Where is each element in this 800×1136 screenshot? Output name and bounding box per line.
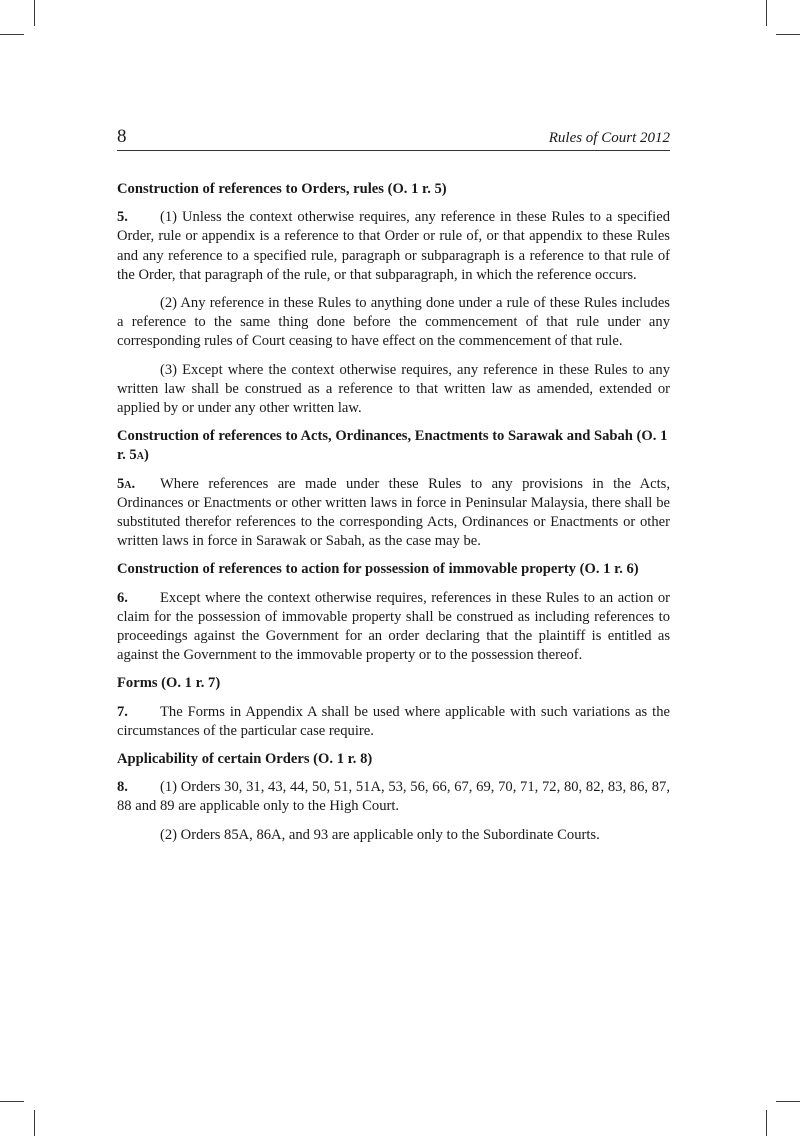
paragraph-text: Where references are made under these Rules to any provisions in the Acts, Ordinances or Enactments or other written laws in force in Peninsular Malaysia, there shall be substituted therefor references to the corresponding Acts, Ordinances or Enactments or other written laws in force in Sarawak or Sabah, as the case may be. xyxy=(117,475,670,550)
rule-subparagraph: (2) Orders 85A, 86A, and 93 are applicable only to the Subordinate Courts. xyxy=(160,826,600,843)
running-head: Rules of Court 2012 xyxy=(548,130,670,146)
page-number: 8 xyxy=(117,126,127,147)
crop-mark-bottom-right xyxy=(766,1110,767,1136)
paragraph-text: Except where the context otherwise requires, references in these Rules to an action or claim for the possession of immovable property shall be construed as including references to proceedings against the Government for an order declaring that the plaintiff is entitled as against the Government to the immovable property or to the possession thereof. xyxy=(117,589,670,664)
rule-number-digit: 5 xyxy=(117,475,125,492)
paragraph-text: (1) Unless the context otherwise requires, any reference in these Rules to a specified Order, rule or appendix is a reference to that Order or rule of, or that appendix to these Rules and any reference to a specified rule, paragraph or subparagraph is a reference to that rule of the Order, that paragraph of the rule, or that subparagraph, in which the reference occurs. xyxy=(117,209,670,283)
crop-mark-top-left xyxy=(0,34,24,35)
rule-subparagraph: (3) Except where the context otherwise requires, any reference in these Rules to any written law shall be construed as a reference to that written law as amended, extended or applied by or under any other written law. xyxy=(117,361,670,417)
page-header xyxy=(117,128,670,151)
document-body xyxy=(117,180,670,854)
crop-mark-bottom-right xyxy=(776,1101,800,1102)
rule-paragraph xyxy=(117,589,670,666)
heading-text-smallcaps: a xyxy=(136,447,144,464)
paragraph-text: The Forms in Appendix A shall be used where applicable with such variations as the circumstances of the particular case require. xyxy=(117,703,670,739)
rule-paragraph xyxy=(117,208,670,285)
rule-number: 8. xyxy=(117,779,128,796)
rule-paragraph xyxy=(117,703,670,741)
rule-number: 7. xyxy=(117,703,128,720)
crop-mark-bottom-left xyxy=(34,1110,35,1136)
paragraph-text: (1) Orders 30, 31, 43, 44, 50, 51, 51A, 53, 56, 66, 67, 69, 70, 71, 72, 80, 82, 83, 86, 87, 88 and 89 are applicable only to the High Court. xyxy=(117,779,670,815)
crop-mark-top-right xyxy=(776,34,800,35)
heading-text-end: ) xyxy=(143,447,149,464)
crop-mark-top-right xyxy=(766,0,767,26)
crop-mark-top-left xyxy=(34,0,35,26)
crop-mark-bottom-left xyxy=(0,1101,24,1102)
section-heading: Construction of references to action for possession of immovable property (O. 1 r. 6) xyxy=(117,561,639,578)
section-heading xyxy=(117,427,670,465)
rule-subparagraph: (2) Any reference in these Rules to anything done under a rule of these Rules includes a reference to the same thing done before the commencement of that rule under any corresponding rules of Court ceasing to have effect on the commencement of that rule. xyxy=(117,295,670,350)
rule-number: 6. xyxy=(117,589,128,606)
section-heading: Forms (O. 1 r. 7) xyxy=(117,675,221,692)
section-heading: Applicability of certain Orders (O. 1 r. 8) xyxy=(117,751,373,768)
heading-text: Construction of references to Acts, Ordinances, Enactments to Sarawak and Sabah (O. 1 r. 5 xyxy=(117,428,668,464)
rule-paragraph xyxy=(117,475,670,552)
rule-number: 5. xyxy=(117,209,128,226)
rule-paragraph xyxy=(117,778,670,816)
section-heading: Construction of references to Orders, rules (O. 1 r. 5) xyxy=(117,181,447,197)
rule-number-suffix: a. xyxy=(124,475,136,492)
rule-number xyxy=(117,475,160,494)
